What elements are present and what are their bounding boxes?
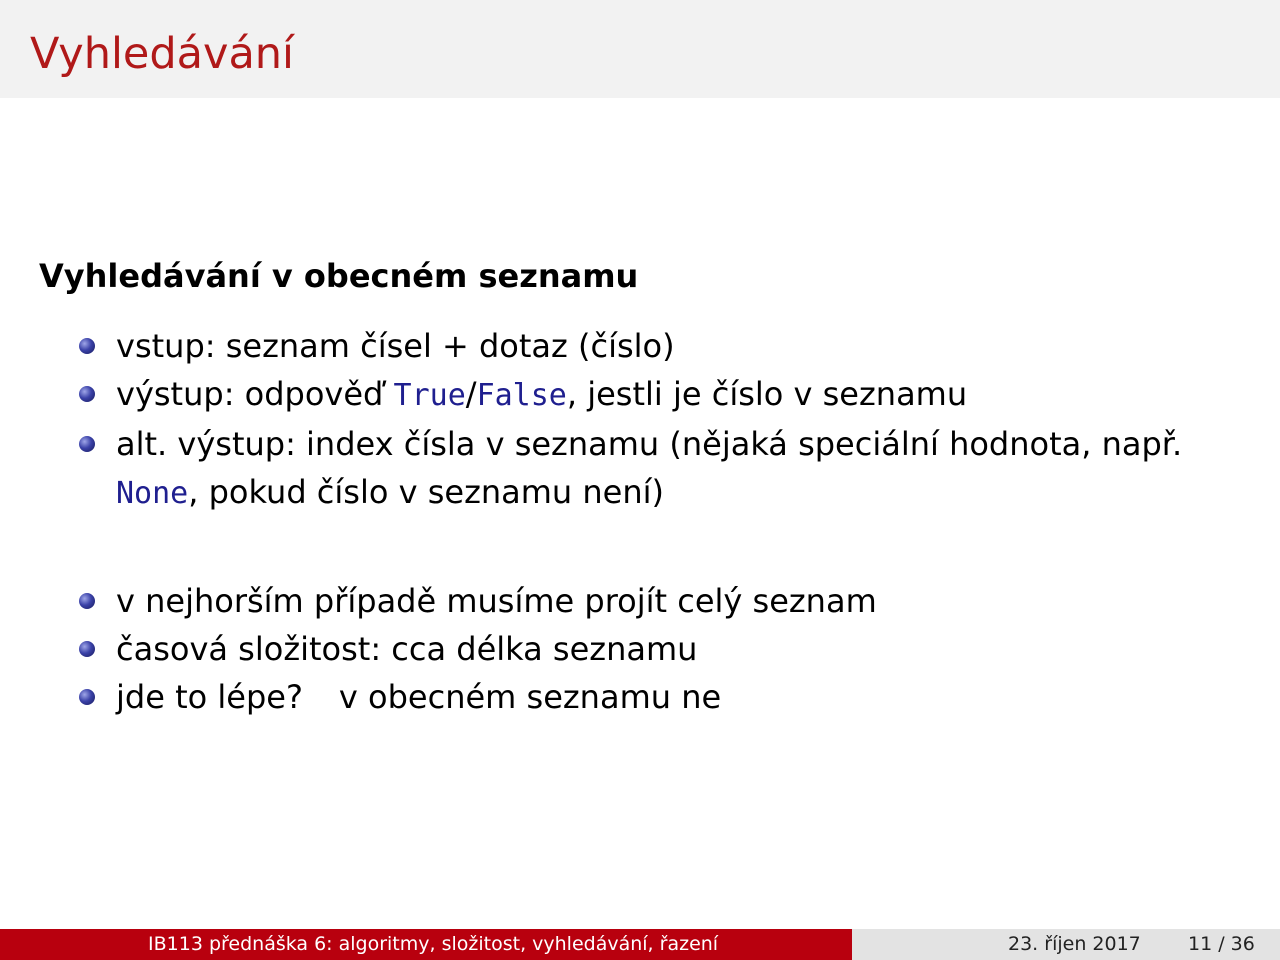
footer-date: 23. říjen 2017 <box>1008 933 1141 955</box>
list-item-answer: v obecném seznamu ne <box>338 678 722 716</box>
bullet-icon <box>79 338 95 354</box>
list-item <box>0 577 1280 625</box>
list-item-text: časová složitost: cca délka seznamu <box>116 630 698 668</box>
list-item-text-post: , jestli je číslo v seznamu <box>566 375 968 413</box>
footer-course: IB113 přednáška 6: algoritmy, složitost, vyhledávání, řazení <box>148 933 719 955</box>
slide-title: Vyhledávání <box>30 29 295 79</box>
list-item-text: vstup: seznam čísel + dotaz (číslo) <box>116 327 675 365</box>
list-item-text: v nejhorším případě musíme projít celý seznam <box>116 582 877 620</box>
list-item-text-line2: , pokud číslo v seznamu není) <box>188 473 664 511</box>
list-item <box>0 420 1280 518</box>
list-item-question: jde to lépe? <box>116 678 303 716</box>
bullet-list-2 <box>0 577 1280 721</box>
bullet-list-1 <box>0 322 1280 518</box>
list-item <box>0 370 1280 420</box>
list-item <box>0 625 1280 673</box>
bullet-icon <box>79 436 95 452</box>
code-none: None <box>116 476 189 511</box>
slide-header <box>0 0 1280 98</box>
list-item <box>0 322 1280 370</box>
code-true: True <box>393 378 466 413</box>
bullet-icon <box>79 593 95 609</box>
footer-page-number: 11 / 36 <box>1188 933 1255 955</box>
code-false: False <box>476 378 567 413</box>
bullet-icon <box>79 689 95 705</box>
block-title: Vyhledávání v obecném seznamu <box>39 257 639 295</box>
slash-text: / <box>465 375 477 413</box>
bullet-icon <box>79 641 95 657</box>
list-item <box>0 673 1280 721</box>
list-item-text-line1: alt. výstup: index čísla v seznamu (nějaká speciální hodnota, např. <box>116 425 1183 463</box>
list-item-text-pre: výstup: odpověď <box>116 375 394 413</box>
bullet-icon <box>79 386 95 402</box>
